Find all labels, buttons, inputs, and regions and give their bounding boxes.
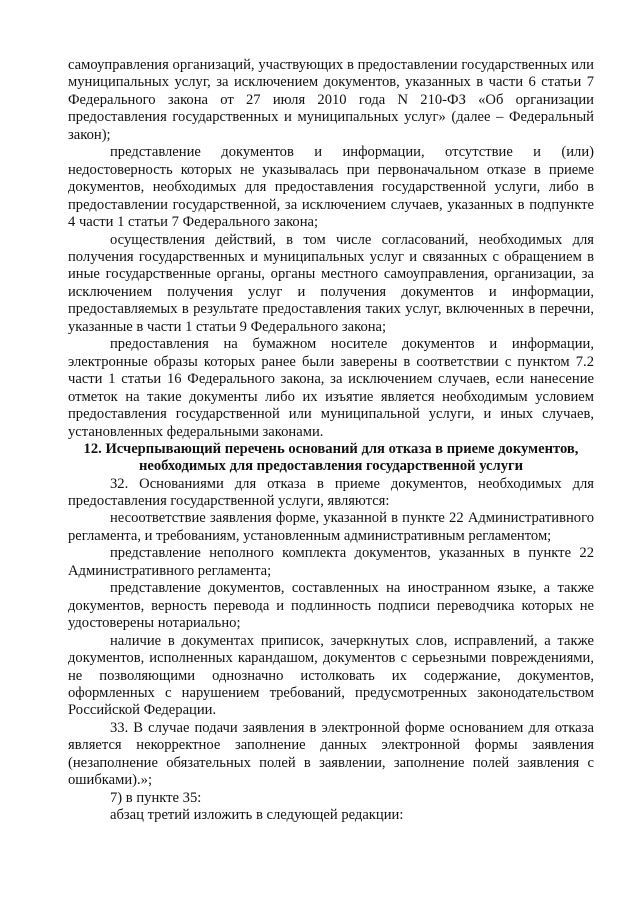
paragraph-clause: 33. В случае подачи заявления в электронной форме основанием для отказа является некорректное заполнение данных электронной формы заявления (незаполнение обязательных полей в заявлении, заполнение полей заявления с ошибками).»; bbox=[68, 719, 594, 789]
paragraph-list-item: наличие в документах приписок, зачеркнутых слов, исправлений, а также документов, исполненных карандашом, документов с серьезными повреждениями, не позволяющими однозначно истолковать их содержание, документов, оформленных с нарушением требований, предусмотренных законодательством Российской Федерации. bbox=[68, 632, 594, 719]
paragraph-list-item: представление документов и информации, отсутствие и (или) недостоверность которых не указывалась при первоначальном отказе в приеме документов, необходимых для предоставления государственной услуги, либо в предоставлении государственной, за исключением случаев, указанных в подпункте 4 части 1 статьи 7 Федерального закона; bbox=[68, 144, 594, 231]
paragraph-amendment: 7) в пункте 35: bbox=[110, 789, 202, 806]
paragraph-list-item: предоставления на бумажном носителе документов и информации, электронные образы которых ранее были заверены в соответствии с пунктом 7.2 части 1 статьи 16 Федерального закона, за исключением случаев, если нанесение отметок на такие документы либо их изъятие является необходимым условием предоставления государственной или муниципальной услуги, и иных случаев, установленных федеральными законами. bbox=[68, 336, 594, 440]
paragraph-list-item: несоответствие заявления форме, указанной в пункте 22 Административного регламента, и требованиям, установленным административным регламентом; bbox=[68, 510, 594, 544]
paragraph-list-item: представление документов, составленных на иностранном языке, а также документов, верность перевода и подлинность подписи переводчика которых не удостоверены нотариально; bbox=[68, 580, 594, 632]
paragraph-list-item: представление неполного комплекта документов, указанных в пункте 22 Административного регламента; bbox=[68, 545, 594, 579]
paragraph-list-item: осуществления действий, в том числе согласований, необходимых для получения государственных и муниципальных услуг и связанных с обращением в иные государственные органы, органы местного самоуправления, организации, за исключением получения услуг и получения документов и информации, предоставляемых в результате предоставления таких услуг, включенных в перечни, указанные в части 1 статьи 9 Федерального закона; bbox=[68, 231, 594, 335]
section-heading: 12. Исчерпывающий перечень оснований для отказа в приеме документов, необходимых для предоставления государственной услуги bbox=[83, 440, 579, 475]
paragraph-amendment: абзац третий изложить в следующей редакции: bbox=[110, 807, 404, 824]
paragraph-clause: 32. Основаниями для отказа в приеме документов, необходимых для предоставления государственной услуги, являются: bbox=[68, 475, 594, 510]
paragraph-continuation: самоуправления организаций, участвующих в предоставлении государственных или муниципальных услуг, за исключением документов, указанных в части 6 статьи 7 Федерального закона от 27 июля 2010 года N 210-ФЗ «Об организации предоставления государственных и муниципальных услуг» (далее – Федеральный закон); bbox=[68, 57, 594, 143]
document-page bbox=[68, 57, 594, 825]
